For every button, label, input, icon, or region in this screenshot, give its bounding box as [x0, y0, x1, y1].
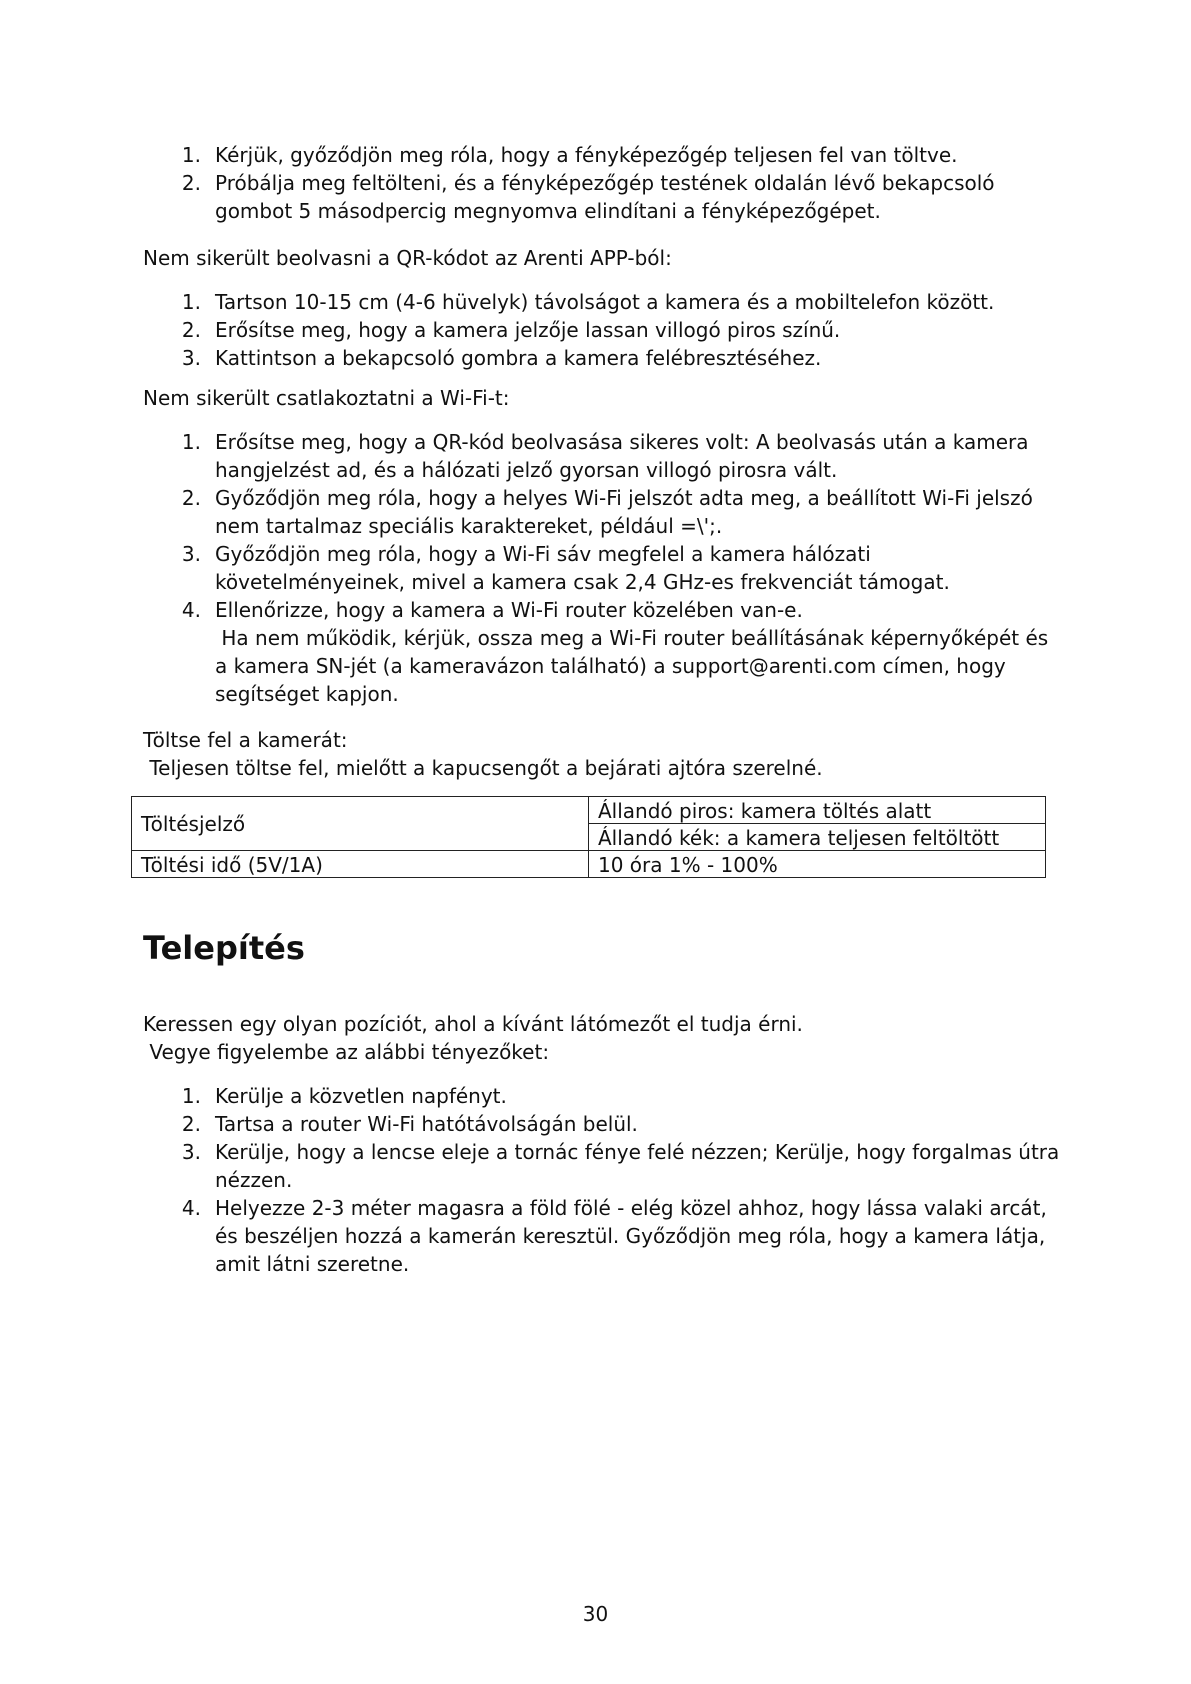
list-item: 2. Győződjön meg róla, hogy a helyes Wi-Fi jelszót adta meg, a beállított Wi-Fi jelszó nem tartalmaz speciális karaktereket, például =\';. [181, 486, 1033, 538]
charge-indicator-red: Állandó piros: kamera töltés alatt [589, 797, 1046, 824]
install-list [143, 1082, 1063, 1278]
support-note: Ha nem működik, kérjük, ossza meg a Wi-Fi router beállításának képernyőképét és a kamera SN-jét (a kameravázon található) a support@arenti.com címen, hogy segítséget kapjon. [215, 626, 1055, 706]
charge-section-subtitle: Teljesen töltse fel, mielőtt a kapucsengőt a bejárati ajtóra szerelné. [143, 756, 823, 780]
list-item: 2. Erősítse meg, hogy a kamera jelzője lassan villogó piros színű. [181, 318, 841, 342]
charge-check-list [143, 141, 1063, 225]
charge-check-list-block [143, 141, 1063, 225]
list-item: 1. Kerülje a közvetlen napfényt. [181, 1084, 507, 1108]
list-item: 3. Kerülje, hogy a lencse eleje a tornác fénye felé nézzen; Kerülje, hogy forgalmas útra nézzen. [181, 1140, 1060, 1192]
list-item: 4. Helyezze 2-3 méter magasra a föld fölé - elég közel ahhoz, hogy lássa valaki arcát, és beszéljen hozzá a kamerán keresztül. Győződjön meg róla, hogy a kamera látja, amit látni szeretne. [181, 1196, 1047, 1276]
list-item: 4. Ellenőrizze, hogy a kamera a Wi-Fi router közelében van-e. Ha nem működik, kérjük, ossza meg a Wi-Fi router beállításának képernyőképét és a kamera SN-jét (a kameravázon található) a support@arenti.com címen, hogy segítséget kapjon. [181, 598, 1055, 706]
list-item: 3. Kattintson a bekapcsoló gombra a kamera felébresztéséhez. [181, 346, 822, 370]
list-item: 1. Tartson 10-15 cm (4-6 hüvelyk) távolságot a kamera és a mobiltelefon között. [181, 290, 995, 314]
install-intro-factors: Vegye figyelembe az alábbi tényezőket: [143, 1040, 550, 1064]
qr-section-title: Nem sikerült beolvasni a QR-kódot az Arenti APP-ból: [143, 246, 672, 270]
list-item: 2. Próbálja meg feltölteni, és a fényképezőgép testének oldalán lévő bekapcsoló gombot 5 másodpercig megnyomva elindítani a fényképezőgépet. [181, 171, 995, 223]
table-row [132, 851, 1046, 878]
list-item: 1. Kérjük, győződjön meg róla, hogy a fényképezőgép teljesen fel van töltve. [181, 143, 958, 167]
table-row [132, 797, 1046, 824]
wifi-list [143, 428, 1063, 708]
page-number: 30 [582, 1602, 609, 1626]
qr-section [143, 244, 1063, 372]
wifi-section [143, 384, 1063, 708]
charge-indicator-label: Töltésjelző [132, 797, 589, 851]
list-item: 3. Győződjön meg róla, hogy a Wi-Fi sáv megfelel a kamera hálózati követelményeinek, mivel a kamera csak 2,4 GHz-es frekvenciát támogat. [181, 542, 950, 594]
install-heading: Telepítés [143, 929, 305, 967]
charge-indicator-blue: Állandó kék: a kamera teljesen feltöltött [589, 824, 1046, 851]
install-section [143, 1010, 1063, 1278]
install-intro: Keressen egy olyan pozíciót, ahol a kívánt látómezőt el tudja érni. [143, 1012, 803, 1036]
charge-section [143, 726, 1063, 782]
list-item: 2. Tartsa a router Wi-Fi hatótávolságán belül. [181, 1112, 638, 1136]
wifi-section-title: Nem sikerült csatlakoztatni a Wi-Fi-t: [143, 386, 510, 410]
charge-time-label: Töltési idő (5V/1A) [132, 851, 589, 878]
charge-table [131, 796, 1046, 878]
charge-section-title: Töltse fel a kamerát: [143, 728, 348, 752]
charge-time-value: 10 óra 1% - 100% [589, 851, 1046, 878]
list-item: 1. Erősítse meg, hogy a QR-kód beolvasása sikeres volt: A beolvasás után a kamera hangjelzést ad, és a hálózati jelző gyorsan villogó pirosra vált. [181, 430, 1029, 482]
qr-list [143, 288, 1063, 372]
